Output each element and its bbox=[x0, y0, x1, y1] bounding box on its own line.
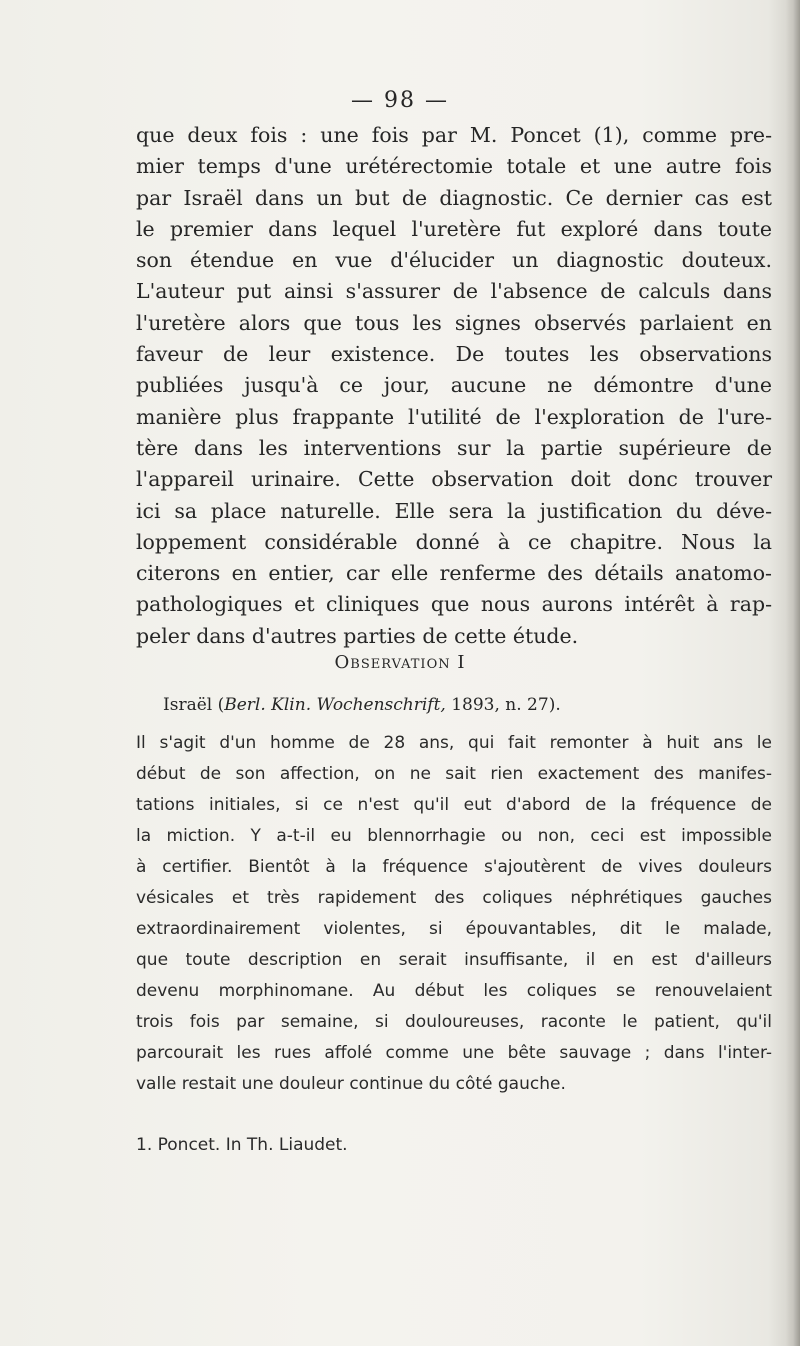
main-paragraph bbox=[136, 120, 772, 652]
paragraph-line: le premier dans lequel l'uretère fut exploré dans toute bbox=[136, 216, 772, 241]
observation-heading: Observation I bbox=[334, 652, 466, 673]
page-number: — 98 — bbox=[351, 88, 449, 113]
paragraph-line: pathologiques et cliniques que nous aurons intérêt à rap- bbox=[136, 592, 772, 617]
paragraph-line: mier temps d'une urétérectomie totale et une autre fois bbox=[136, 154, 772, 179]
case-line: tations initiales, si ce n'est qu'il eut d'abord de la fréquence de bbox=[136, 795, 772, 815]
paragraph-line: publiées jusqu'à ce jour, aucune ne démontre d'une bbox=[136, 373, 772, 398]
paragraph-line: manière plus frappante l'utilité de l'exploration de l'ure- bbox=[136, 404, 772, 429]
case-line: valle restait une douleur continue du côté gauche. bbox=[136, 1074, 566, 1094]
paragraph-line: peler dans d'autres parties de cette étude. bbox=[136, 623, 579, 648]
reference-journal: Berl. Klin. Wochenschrift, bbox=[224, 695, 446, 715]
case-description bbox=[136, 728, 772, 1100]
case-line: Il s'agit d'un homme de 28 ans, qui fait remonter à huit ans le bbox=[136, 733, 772, 753]
case-line: trois fois par semaine, si douloureuses, raconte le patient, qu'il bbox=[136, 1012, 772, 1032]
case-line: début de son affection, on ne sait rien exactement des manifes- bbox=[136, 764, 772, 784]
paragraph-line: ici sa place naturelle. Elle sera la justification du déve- bbox=[136, 498, 772, 523]
paragraph-line: par Israël dans un but de diagnostic. Ce dernier cas est bbox=[136, 185, 772, 210]
paragraph-line: que deux fois : une fois par M. Poncet (1), comme pre- bbox=[136, 123, 772, 147]
case-line: extraordinairement violentes, si épouvantables, dit le malade, bbox=[136, 919, 772, 939]
case-line: devenu morphinomane. Au début les coliques se renouvelaient bbox=[136, 981, 772, 1001]
footnote: 1. Poncet. In Th. Liaudet. bbox=[136, 1135, 348, 1155]
paragraph-line: son étendue en vue d'élucider un diagnostic douteux. bbox=[136, 248, 772, 273]
paragraph-line: faveur de leur existence. De toutes les observations bbox=[136, 342, 772, 367]
case-line: la miction. Y a-t-il eu blennorrhagie ou non, ceci est impossible bbox=[136, 826, 772, 846]
paragraph-line: tère dans les interventions sur la partie supérieure de bbox=[136, 435, 772, 460]
page-edge-shadow bbox=[786, 0, 800, 1346]
case-line: que toute description en serait insuffisante, il en est d'ailleurs bbox=[136, 950, 772, 970]
paragraph-line: loppement considérable donné à ce chapitre. Nous la bbox=[136, 529, 772, 554]
case-line: vésicales et très rapidement des coliques néphrétiques gauches bbox=[136, 888, 772, 908]
paragraph-line: l'appareil urinaire. Cette observation doit donc trouver bbox=[136, 467, 772, 492]
reference-details: 1893, n. 27). bbox=[445, 695, 561, 715]
paragraph-line: citerons en entier, car elle renferme des détails anatomo- bbox=[136, 561, 772, 586]
paragraph-line: l'uretère alors que tous les signes observés parlaient en bbox=[136, 310, 772, 335]
observation-reference bbox=[163, 695, 561, 715]
case-line: parcourait les rues affolé comme une bête sauvage ; dans l'inter- bbox=[136, 1043, 772, 1063]
paragraph-line: L'auteur put ainsi s'assurer de l'absence de calculs dans bbox=[136, 279, 772, 304]
reference-author: Israël ( bbox=[163, 695, 225, 715]
case-line: à certifier. Bientôt à la fréquence s'ajoutèrent de vives douleurs bbox=[136, 857, 772, 877]
